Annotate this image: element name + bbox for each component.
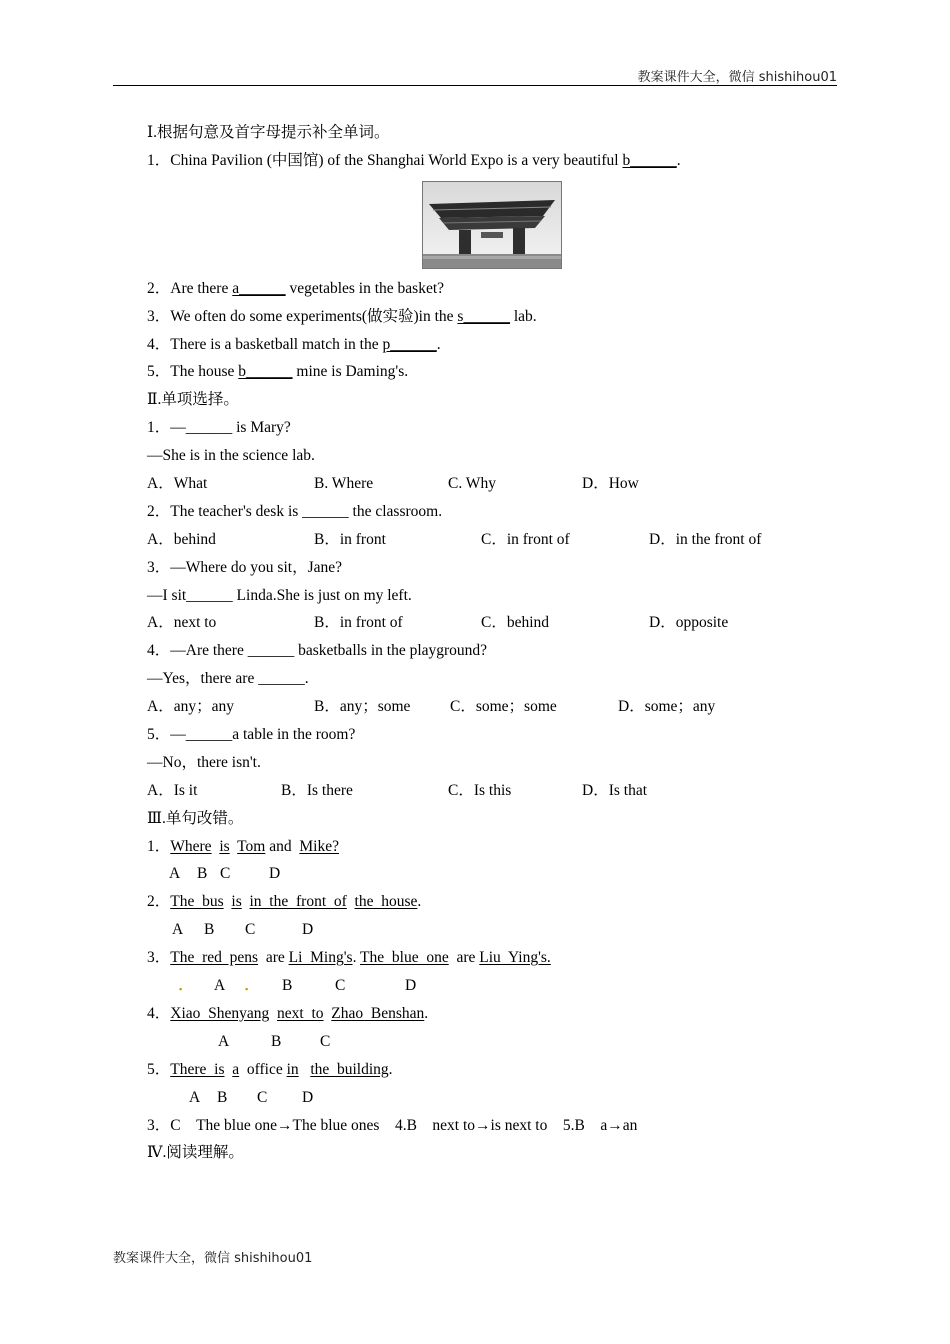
error-part-b: next to	[277, 1004, 324, 1022]
error-part-c: Zhao Benshan	[331, 1004, 425, 1022]
mark-dot: ▪	[245, 984, 249, 995]
option-b: B．in front of	[314, 614, 403, 632]
s3-q2-letters: A B C D	[172, 921, 314, 939]
option-b: B. Where	[314, 475, 374, 493]
error-part-c: Tom	[237, 837, 266, 855]
option-a: A．behind	[147, 530, 216, 548]
s3-q3-letters: ▪ A ▪ B C D	[147, 972, 827, 1000]
section1-title: Ⅰ.根据句意及首字母提示补全单词。	[147, 124, 390, 141]
s2-q5-line1: 5．—______a table in the room?	[147, 726, 356, 744]
error-part-b: is	[231, 893, 242, 911]
s2-q1-line1: 1．—______ is Mary?	[147, 419, 291, 437]
section3-title: Ⅲ.单句改错。	[147, 809, 244, 827]
error-part-d: the house	[354, 893, 418, 911]
option-c: C．Is this	[448, 781, 512, 799]
s1-q1	[147, 147, 827, 175]
s2-q1-line2: —She is in the science lab.	[147, 447, 315, 465]
option-a: A．What	[147, 475, 208, 493]
error-part-d: the building	[310, 1060, 389, 1078]
s2-q2-line1: 2．The teacher's desk is ______ the classroom.	[147, 502, 443, 520]
option-d: D．in the front of	[649, 530, 762, 548]
answer-blank: p______	[382, 335, 437, 353]
s2-q1-options	[147, 470, 827, 498]
option-d: D．How	[582, 475, 639, 493]
s2-q4-options	[147, 693, 827, 721]
worksheet-content	[147, 119, 827, 1167]
header-rule	[113, 85, 837, 86]
option-d: D．opposite	[649, 614, 729, 632]
section4-title: Ⅳ.阅读理解。	[147, 1144, 244, 1162]
s1-q4: 4．There is a basketball match in the p______.	[147, 335, 441, 353]
s3-q1: 1．Where is Tom and Mike?	[147, 837, 339, 855]
answer-blank: b______	[622, 151, 677, 169]
s2-q5-options	[147, 777, 827, 805]
s2-q3-line1: 3．—Where do you sit，Jane?	[147, 558, 342, 576]
error-part-b: Li Ming's	[288, 949, 353, 967]
mark-dot: ▪	[179, 984, 183, 995]
s2-q3-line2: —I sit______ Linda.She is just on my left.	[147, 586, 412, 604]
s1-q5: 5．The house b______ mine is Daming's.	[147, 363, 409, 381]
option-a: A．any；any	[147, 698, 234, 716]
error-part-a: Where	[170, 837, 212, 855]
option-c: C. Why	[448, 475, 496, 493]
s3-q4-letters: A B C	[218, 1032, 331, 1050]
s3-q3: 3．The red pens are Li Ming's. The blue one are Liu Ying's.	[147, 949, 551, 967]
section2-title: Ⅱ.单项选择。	[147, 391, 239, 409]
option-a: A．Is it	[147, 781, 198, 799]
option-b: B．in front	[314, 530, 386, 548]
s2-q4-line1: 4．—Are there ______ basketballs in the playground?	[147, 642, 488, 660]
error-part-a: The bus	[170, 893, 224, 911]
error-part-c: in	[286, 1060, 299, 1078]
error-part-d: Mike?	[299, 837, 339, 855]
option-c: C．behind	[481, 614, 550, 632]
error-part-a: There is	[170, 1060, 225, 1078]
option-a: A．next to	[147, 614, 217, 632]
error-part-b: a	[232, 1060, 240, 1078]
error-part-a: Xiao Shenyang	[170, 1004, 270, 1022]
error-part-b: is	[219, 837, 230, 855]
option-c: C．in front of	[481, 530, 570, 548]
q-number: 1．	[147, 151, 171, 169]
q-text-end: .	[676, 151, 681, 169]
answer-blank: b______	[238, 363, 293, 381]
s3-q4: 4．Xiao Shenyang next to Zhao Benshan.	[147, 1004, 429, 1022]
option-c: C．some；some	[450, 698, 557, 716]
q-text: China Pavilion (中国馆) of the Shanghai World Expo is a very beautiful	[170, 151, 623, 169]
header-text: 教案课件大全，微信 shishihou01	[637, 70, 837, 85]
s3-q5-letters: A B C D	[189, 1088, 314, 1106]
option-b: B．any；some	[314, 698, 411, 716]
error-part-c: in the front of	[249, 893, 347, 911]
china-pavilion-image	[423, 182, 561, 268]
footer-text: 教案课件大全，微信 shishihou01	[113, 1251, 313, 1266]
option-d: D．some；any	[618, 698, 716, 716]
error-part-c: The blue one	[360, 949, 449, 967]
s2-q4-line2: —Yes，there are ______.	[147, 670, 309, 688]
s1-q3: 3．We often do some experiments(做实验)in the s______ lab.	[147, 307, 537, 325]
s3-q1-letters: A B C D	[169, 865, 281, 883]
error-part-d: Liu Ying's.	[479, 949, 551, 967]
s2-q5-line2: —No，there isn't.	[147, 753, 261, 771]
s3-answer-key: 3．C The blue one→The blue ones 4.B next to→is next to 5.B a→an	[147, 1116, 638, 1134]
option-d: D．Is that	[582, 781, 648, 799]
china-pavilion-photo	[422, 181, 562, 269]
s3-q5: 5．There is a office in the building.	[147, 1060, 393, 1078]
s2-q2-options	[147, 526, 827, 554]
s2-q3-options	[147, 609, 827, 637]
error-part-a: The red pens	[170, 949, 259, 967]
s1-q2: 2．Are there a______ vegetables in the basket?	[147, 279, 445, 297]
s3-q2: 2．The bus is in the front of the house.	[147, 893, 422, 911]
option-b: B．Is there	[281, 781, 353, 799]
answer-blank: a______	[232, 279, 286, 297]
answer-blank: s______	[457, 307, 510, 325]
